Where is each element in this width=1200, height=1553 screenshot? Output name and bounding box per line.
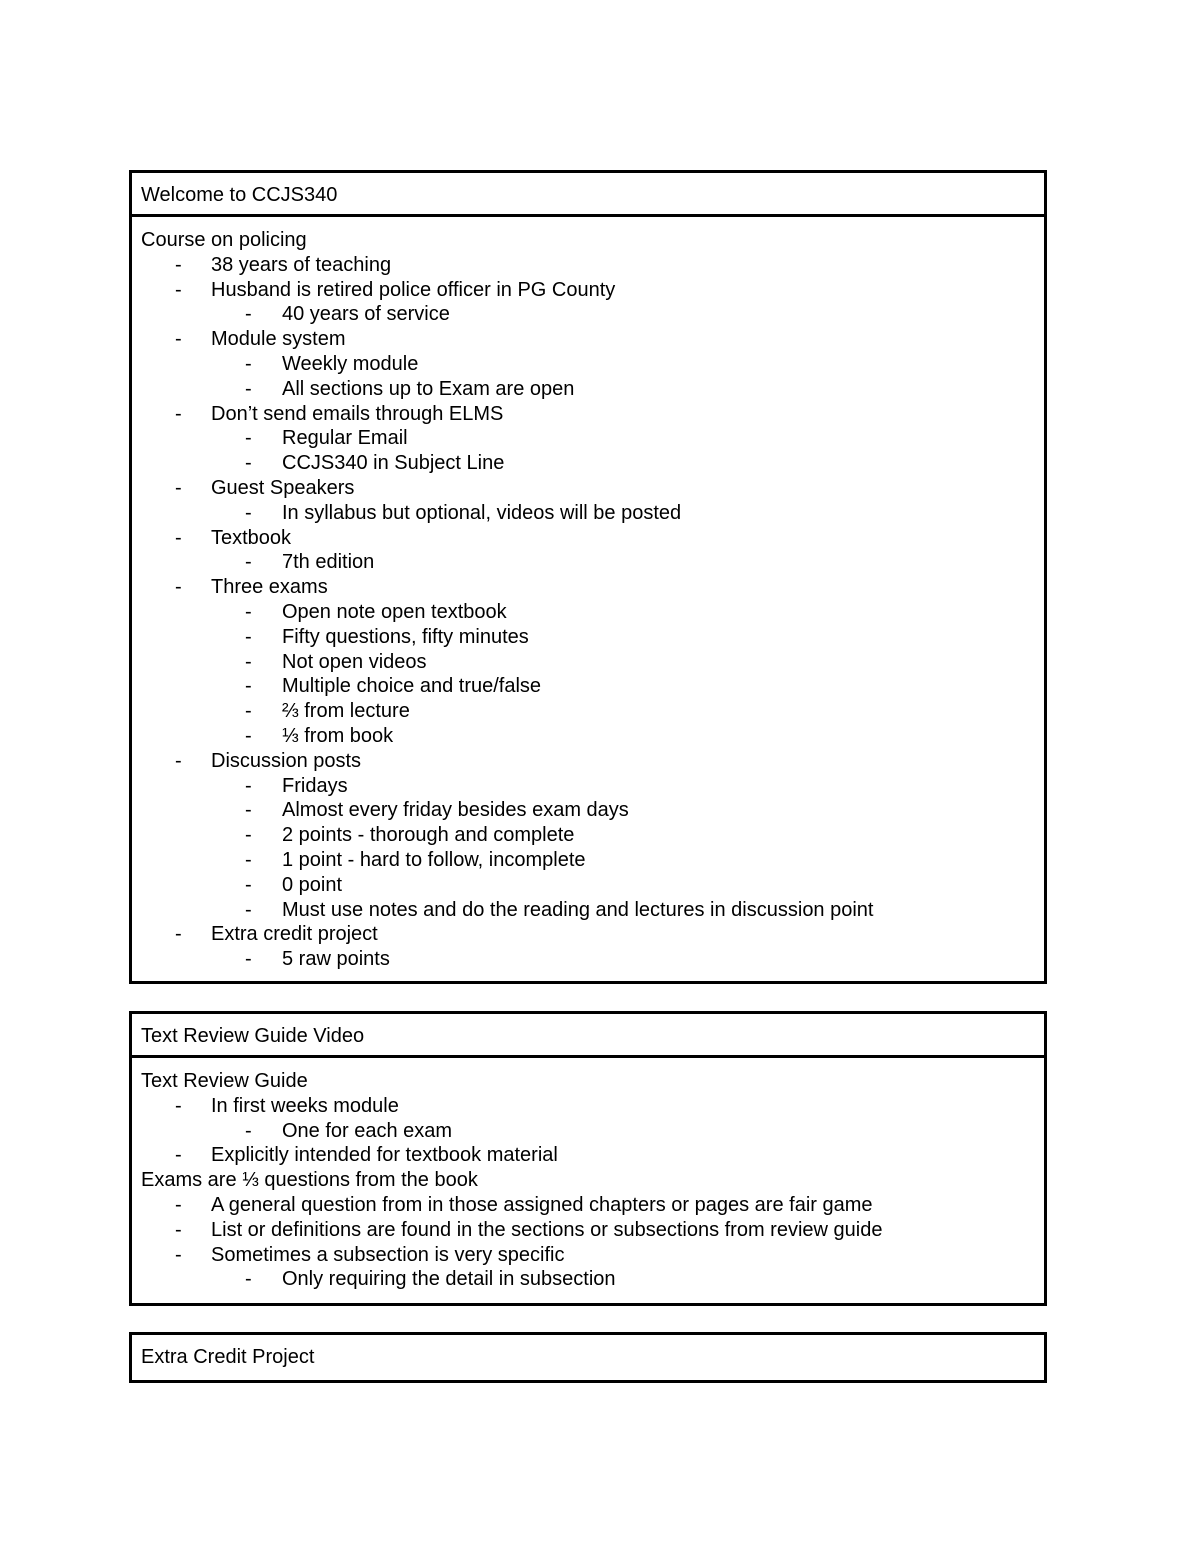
bullet-dash: - (245, 625, 252, 648)
note-line-text: Text Review Guide (141, 1070, 308, 1092)
note-line-text: Almost every friday besides exam days (282, 799, 629, 822)
note-line-text: 40 years of service (282, 303, 450, 326)
note-line-text: Weekly module (282, 352, 419, 375)
note-line (132, 1243, 1044, 1268)
bullet-dash: - (245, 799, 252, 822)
note-line (132, 426, 1044, 451)
section-title: Welcome to CCJS340 (132, 173, 1044, 217)
bullet-dash: - (245, 724, 252, 747)
note-line-text: Must use notes and do the reading and lectures in discussion point (282, 898, 874, 921)
note-line (132, 1168, 1044, 1193)
note-line-text: Fridays (282, 774, 348, 797)
note-line-text: Fifty questions, fifty minutes (282, 625, 529, 648)
bullet-dash: - (175, 526, 182, 549)
note-line-text: 1 point - hard to follow, incomplete (282, 848, 586, 871)
bullet-dash: - (175, 1193, 182, 1216)
bullet-dash: - (245, 551, 252, 574)
note-line-text: Textbook (211, 526, 292, 549)
note-line (132, 377, 1044, 402)
bullet-dash: - (245, 377, 252, 400)
note-line-text: One for each exam (282, 1119, 453, 1142)
note-line-text: A general question from in those assigned chapters or pages are fair game (211, 1193, 873, 1216)
note-line (132, 947, 1044, 972)
bullet-dash: - (245, 848, 252, 871)
note-line (132, 501, 1044, 526)
bullet-dash: - (175, 1218, 182, 1241)
note-line-text: ⅔ from lecture (282, 700, 410, 723)
note-line-text: Course on policing (141, 229, 307, 251)
note-line-text: In syllabus but optional, videos will be posted (282, 501, 682, 524)
section-title: Extra Credit Project (141, 1346, 315, 1368)
note-line (132, 476, 1044, 501)
bullet-dash: - (175, 1144, 182, 1167)
bullet-dash: - (245, 427, 252, 450)
note-line-text: 7th edition (282, 551, 375, 574)
note-line (132, 625, 1044, 650)
note-line-text: Module system (211, 328, 346, 351)
bullet-dash: - (245, 352, 252, 375)
bullet-dash: - (245, 1119, 252, 1142)
note-line-text: Don’t send emails through ELMS (211, 402, 504, 425)
note-line (132, 1267, 1044, 1292)
note-line-text: Three exams (211, 576, 328, 599)
note-line-text: Husband is retired police officer in PG County (211, 278, 616, 301)
note-line (132, 228, 1044, 253)
note-line-text: All sections up to Exam are open (282, 377, 575, 400)
note-line-text: In first weeks module (211, 1094, 399, 1117)
note-line (132, 823, 1044, 848)
note-line-text: Regular Email (282, 427, 408, 450)
note-line (132, 1094, 1044, 1119)
note-line-text: Open note open textbook (282, 600, 507, 623)
note-line-text: Multiple choice and true/false (282, 675, 542, 698)
bullet-dash: - (245, 650, 252, 673)
bullet-dash: - (175, 278, 182, 301)
bullet-dash: - (175, 749, 182, 772)
bullet-dash: - (245, 873, 252, 896)
note-line-text: 38 years of teaching (211, 253, 392, 276)
note-line-text: Guest Speakers (211, 476, 355, 499)
bullet-dash: - (245, 948, 252, 971)
bullet-dash: - (175, 328, 182, 351)
note-line (132, 699, 1044, 724)
note-line-text: ⅓ from book (282, 724, 394, 747)
note-section-welcome (129, 170, 1047, 984)
note-line (132, 724, 1044, 749)
section-title: Text Review Guide Video (132, 1014, 1044, 1058)
note-line (132, 1143, 1044, 1168)
bullet-dash: - (245, 774, 252, 797)
bullet-dash: - (175, 1243, 182, 1266)
note-line (132, 749, 1044, 774)
note-line (132, 922, 1044, 947)
note-line-text: Only requiring the detail in subsection (282, 1268, 616, 1291)
bullet-dash: - (175, 402, 182, 425)
bullet-dash: - (245, 700, 252, 723)
note-line-text: 0 point (282, 873, 343, 896)
note-line (132, 600, 1044, 625)
bullet-dash: - (245, 452, 252, 475)
bullet-dash: - (175, 576, 182, 599)
note-line-text: Discussion posts (211, 749, 362, 772)
bullet-dash: - (175, 1094, 182, 1117)
section-body (132, 1058, 1044, 1292)
note-line (132, 1218, 1044, 1243)
note-line (132, 848, 1044, 873)
bullet-dash: - (175, 253, 182, 276)
note-line-text: 5 raw points (282, 948, 390, 971)
note-line (132, 278, 1044, 303)
note-line (132, 253, 1044, 278)
note-line-text: CCJS340 in Subject Line (282, 452, 505, 475)
note-line (132, 575, 1044, 600)
note-line (132, 402, 1044, 427)
note-line-text: List or definitions are found in the sections or subsections from review guide (211, 1218, 883, 1241)
bullet-dash: - (245, 600, 252, 623)
section-body (132, 217, 1044, 972)
note-line (132, 774, 1044, 799)
bullet-dash: - (245, 501, 252, 524)
bullet-dash: - (245, 303, 252, 326)
note-line-text: 2 points - thorough and complete (282, 824, 575, 847)
note-line (132, 451, 1044, 476)
note-line (132, 1069, 1044, 1094)
note-line-text: Extra credit project (211, 923, 378, 946)
note-line (132, 1119, 1044, 1144)
note-line-text: Exams are ⅓ questions from the book (141, 1169, 478, 1192)
note-line-text: Not open videos (282, 650, 427, 673)
note-line (132, 1193, 1044, 1218)
note-line (132, 352, 1044, 377)
bullet-dash: - (245, 1268, 252, 1291)
note-line (132, 327, 1044, 352)
note-line-text: Explicitly intended for textbook material (211, 1144, 558, 1167)
note-line (132, 650, 1044, 675)
bullet-dash: - (245, 824, 252, 847)
bullet-dash: - (245, 898, 252, 921)
note-line (132, 302, 1044, 327)
note-line (132, 873, 1044, 898)
note-line (132, 526, 1044, 551)
note-line (132, 898, 1044, 923)
note-line (132, 798, 1044, 823)
bullet-dash: - (175, 923, 182, 946)
note-section-text-review (129, 1011, 1047, 1306)
bullet-dash: - (245, 675, 252, 698)
note-line (132, 674, 1044, 699)
note-section-extra-credit (129, 1332, 1047, 1383)
bullet-dash: - (175, 476, 182, 499)
note-line (132, 550, 1044, 575)
note-line-text: Sometimes a subsection is very specific (211, 1243, 565, 1266)
